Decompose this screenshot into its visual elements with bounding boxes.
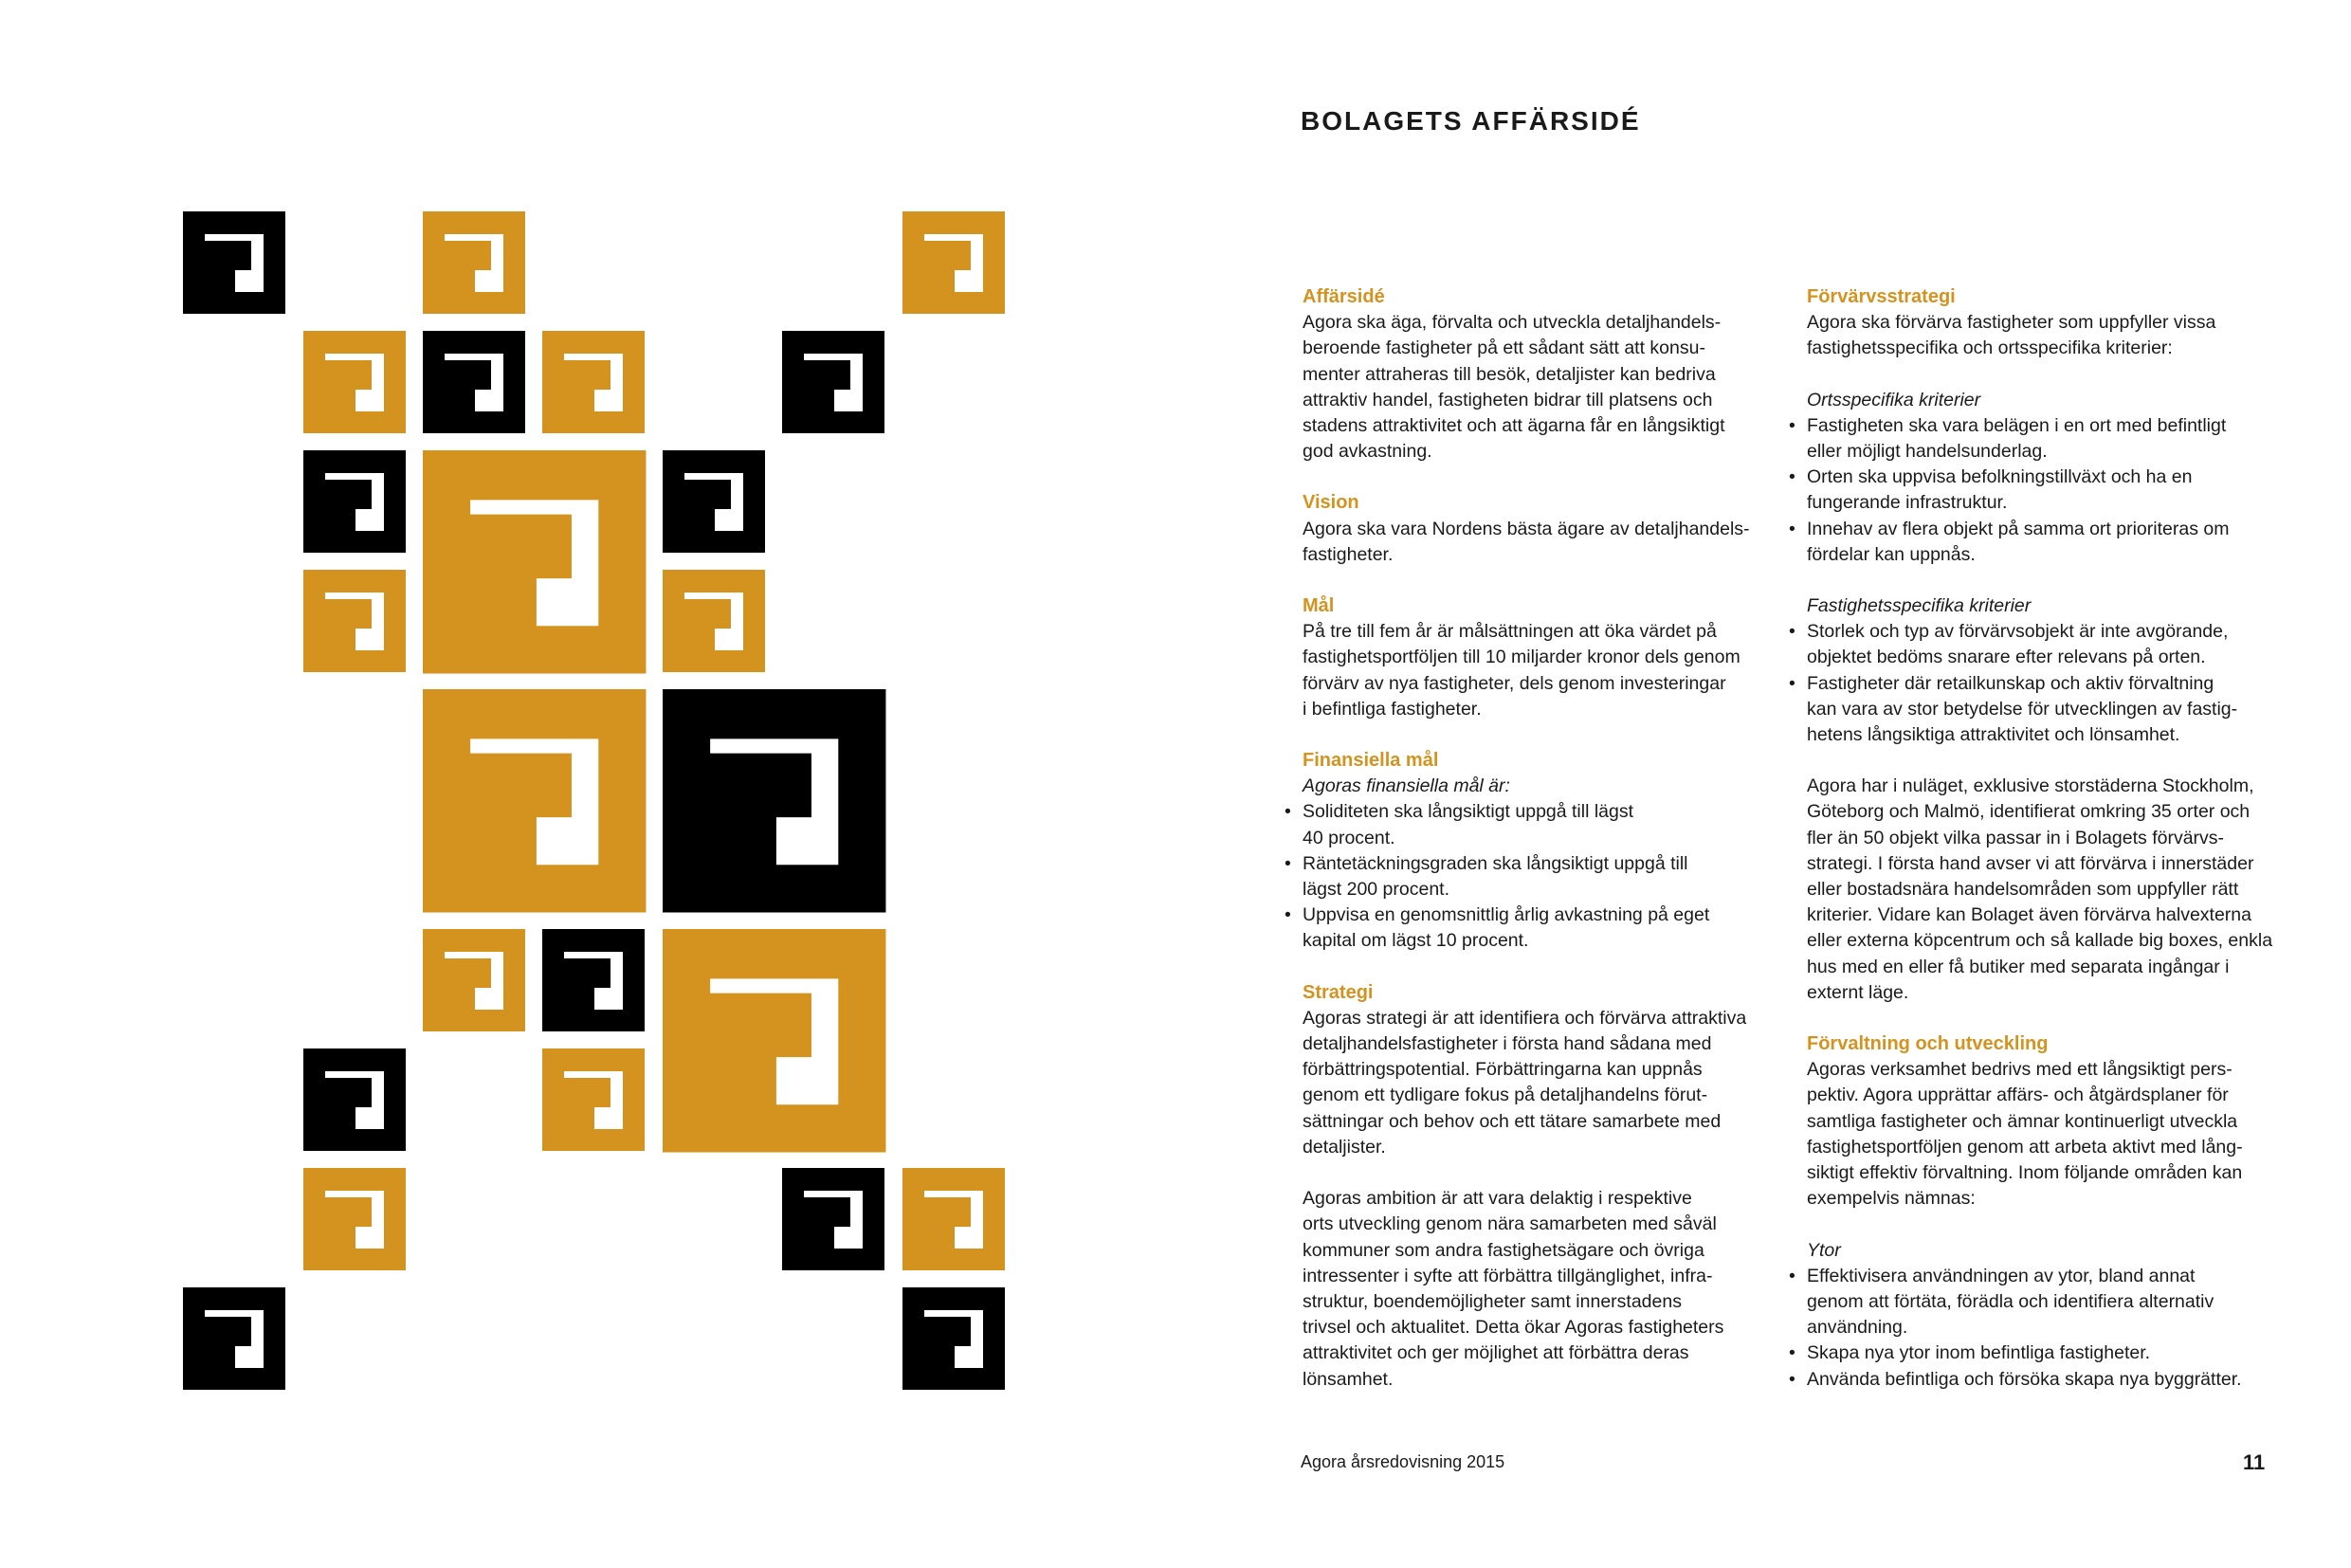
body-line: attraktivitet och ger möjlighet att förbättra deras [1303, 1342, 1689, 1364]
list-item: • Storlek och typ av förvärvsobjekt är inte avgörande, objektet bedöms snarare efter relevans på orten. [1807, 619, 2290, 670]
list-item: • Använda befintliga och försöka skapa nya byggrätter. [1807, 1367, 2290, 1393]
body-line: Agora ska vara Nordens bästa ägare av detaljhandels- [1303, 518, 1750, 539]
subheading-fastighetsspecifika: Fastighetsspecifika kriterier [1807, 595, 2032, 617]
list-item: • Uppvisa en genomsnittlig årlig avkastning på eget kapital om lägst 10 procent. [1303, 903, 1758, 954]
body-line: trivsel och aktualitet. Detta ökar Agoras fastigheters [1303, 1317, 1724, 1339]
section-heading-vision: Vision [1303, 492, 1359, 514]
bullet-list [1807, 1264, 2290, 1393]
small-gold-bracket-icon [542, 331, 645, 433]
body-line: På tre till fem år är målsättningen att öka värdet på [1303, 621, 1717, 643]
large-gold-bracket-icon [423, 450, 646, 673]
body-line: pektiv. Agora upprättar affärs- och åtgärdsplaner för [1807, 1085, 2229, 1106]
body-line: hus med en eller få butiker med separata ingångar i [1807, 956, 2230, 977]
small-gold-bracket-icon [303, 331, 406, 433]
text-column-right [1807, 284, 2290, 1393]
body-line: intressenter i syfte att förbättra tillgänglighet, infra- [1303, 1265, 1713, 1286]
small-black-bracket-icon [542, 929, 645, 1031]
body-line: Agora ska förvärva fastigheter som uppfyller vissa [1807, 312, 2216, 334]
section-heading-strategi: Strategi [1303, 981, 1374, 1003]
section-heading-mal: Mål [1303, 595, 1335, 617]
small-gold-bracket-icon [663, 570, 765, 672]
page-number: 11 [2243, 1450, 2266, 1474]
body-line: Göteborg och Malmö, identifierat omkring 35 orter och [1807, 801, 2251, 823]
small-gold-bracket-icon [303, 1168, 406, 1270]
large-gold-bracket-icon [423, 689, 646, 912]
subheading-ortsspecifika: Ortsspecifika kriterier [1807, 389, 1981, 410]
body-line: sättningar och behov och ett tätare samarbete med [1303, 1110, 1722, 1132]
body-line: i befintliga fastigheter. [1303, 698, 1482, 720]
section-heading-finansiella-mal: Finansiella mål [1303, 750, 1439, 772]
small-gold-bracket-icon [303, 570, 406, 672]
list-item: • Soliditeten ska långsiktigt uppgå till lägst 40 procent. [1303, 799, 1758, 850]
list-item: • Räntetäckningsgraden ska långsiktigt uppgå till lägst 200 procent. [1303, 851, 1758, 903]
body-line: fastighetsportföljen till 10 miljarder kronor dels genom [1303, 647, 1740, 668]
body-line: fastighetsportföljen genom att arbeta aktivt med lång- [1807, 1136, 2243, 1158]
small-black-bracket-icon [183, 211, 285, 314]
list-item: • Skapa nya ytor inom befintliga fastigheter. [1807, 1340, 2290, 1366]
small-black-bracket-icon [782, 331, 884, 433]
list-item: • Fastigheter där retailkunskap och aktiv förvaltning kan vara av stor betydelse för utvecklingen av fastig- hetens långsiktiga attraktivitet och lönsamhet. [1807, 671, 2290, 749]
body-line: orts utveckling genom nära samarbeten med såväl [1303, 1213, 1717, 1235]
body-line: kriterier. Vidare kan Bolaget även förvärva halvexterna [1807, 904, 2251, 926]
body-line: Agoras verksamhet bedrivs med ett långsiktigt pers- [1807, 1059, 2233, 1081]
body-line: lönsamhet. [1303, 1368, 1394, 1390]
list-item: • Innehav av flera objekt på samma ort prioriteras om fördelar kan uppnås. [1807, 517, 2290, 568]
body-line: eller bostadsnära handelsområden som uppfyller rätt [1807, 879, 2239, 901]
body-line: menter attraheras till besök, detaljister kan bedriva [1303, 363, 1716, 385]
list-item: • Effektivisera användningen av ytor, bland annat genom att förtäta, förädla och identifiera alternativ användning. [1807, 1264, 2290, 1341]
body-line: stadens attraktivitet och att ägarna får en långsiktigt [1303, 415, 1725, 437]
body-line: förbättringspotential. Förbättringarna kan uppnås [1303, 1059, 1703, 1081]
body-line: god avkastning. [1303, 441, 1432, 463]
body-line: siktigt effektiv förvaltning. Inom följande områden kan [1807, 1162, 2243, 1184]
large-black-bracket-icon [663, 689, 885, 912]
body-line: Agora har i nuläget, exklusive storstäderna Stockholm, [1807, 775, 2254, 797]
section-heading-affarside: Affärsidé [1303, 286, 1385, 307]
small-gold-bracket-icon [423, 211, 525, 314]
body-line: strategi. I första hand avser vi att förvärva i innerstäder [1807, 852, 2254, 874]
body-line: attraktiv handel, fastigheten bidrar till platsens och [1303, 389, 1713, 410]
body-line: eller externa köpcentrum och så kallade big boxes, enkla [1807, 930, 2273, 952]
body-line: exempelvis nämnas: [1807, 1188, 1976, 1210]
small-black-bracket-icon [782, 1168, 884, 1270]
body-line: detaljhandelsfastigheter i första hand sådana med [1303, 1033, 1712, 1055]
small-black-bracket-icon [902, 1287, 1005, 1390]
small-black-bracket-icon [303, 1048, 406, 1151]
body-line: samtliga fastigheter och ämnar kontinuerligt utveckla [1807, 1110, 2238, 1132]
body-line: fastighetsspecifika och ortsspecifika kriterier: [1807, 337, 2173, 359]
body-line: kommuner som andra fastighetsägare och övriga [1303, 1239, 1704, 1261]
body-line: genom ett tydligare fokus på detaljhandelns förut- [1303, 1085, 1708, 1106]
body-line: fler än 50 objekt vilka passar in i Bolagets förvärvs- [1807, 827, 2225, 848]
page-title: BOLAGETS AFFÄRSIDÉ [1301, 106, 1641, 136]
section-intro: Agoras finansiella mål är: [1303, 775, 1510, 797]
bullet-list [1303, 799, 1758, 954]
body-line: Agoras strategi är att identifiera och förvärva attraktiva [1303, 1007, 1747, 1029]
small-gold-bracket-icon [902, 1168, 1005, 1270]
body-line: fastigheter. [1303, 543, 1394, 565]
small-black-bracket-icon [423, 331, 525, 433]
body-line: Agora ska äga, förvalta och utveckla detaljhandels- [1303, 312, 1722, 334]
footer-publication: Agora årsredovisning 2015 [1301, 1452, 1505, 1471]
small-black-bracket-icon [303, 450, 406, 553]
bullet-list [1807, 413, 2290, 568]
body-line: externt läge. [1807, 981, 1909, 1003]
text-column-left [1303, 284, 1758, 1393]
small-gold-bracket-icon [423, 929, 525, 1031]
list-item: • Orten ska uppvisa befolkningstillväxt och ha en fungerande infrastruktur. [1807, 465, 2290, 516]
small-gold-bracket-icon [542, 1048, 645, 1151]
bullet-list [1807, 619, 2290, 748]
small-gold-bracket-icon [902, 211, 1005, 314]
large-gold-bracket-icon [663, 929, 885, 1152]
body-line: detaljister. [1303, 1136, 1386, 1158]
small-black-bracket-icon [183, 1287, 285, 1390]
section-heading-forvaltning: Förvaltning och utveckling [1807, 1033, 2049, 1055]
list-item: • Fastigheten ska vara belägen i en ort med befintligt eller möjligt handelsunderlag. [1807, 413, 2290, 465]
body-line: struktur, boendemöjligheter samt innerstadens [1303, 1290, 1682, 1312]
section-heading-forvarvsstrategi: Förvärvsstrategi [1807, 286, 1956, 307]
body-line: Agoras ambition är att vara delaktig i respektive [1303, 1188, 1692, 1210]
subheading-ytor: Ytor [1807, 1239, 1841, 1261]
body-line: beroende fastigheter på ett sådant sätt att konsu- [1303, 337, 1705, 359]
body-line: förvärv av nya fastigheter, dels genom investeringar [1303, 672, 1726, 694]
small-black-bracket-icon [663, 450, 765, 553]
